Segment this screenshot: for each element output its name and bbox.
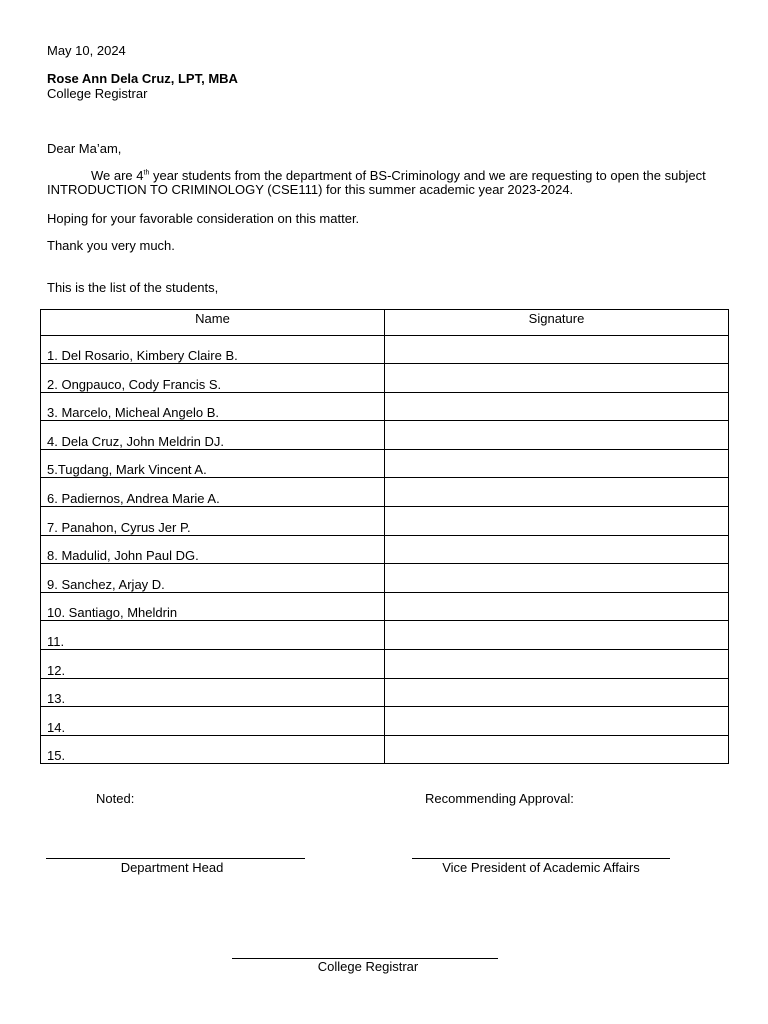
- student-name-cell: 5.Tugdang, Mark Vincent A.: [41, 449, 385, 478]
- student-name-cell: 11.: [41, 621, 385, 650]
- student-name-cell: 12.: [41, 649, 385, 678]
- table-row: [41, 678, 729, 707]
- student-name-cell: 15.: [41, 735, 385, 764]
- student-name-cell: 10. Santiago, Mheldrin: [41, 592, 385, 621]
- body-paragraph-1-line-1: [47, 169, 727, 183]
- student-name-cell: 2. Ongpauco, Cody Francis S.: [41, 364, 385, 393]
- table-row: [41, 592, 729, 621]
- signature-column-header: Signature: [385, 310, 729, 336]
- student-name-cell: 3. Marcelo, Micheal Angelo B.: [41, 392, 385, 421]
- student-name-cell: 7. Panahon, Cyrus Jer P.: [41, 506, 385, 535]
- table-header-row: [41, 310, 729, 336]
- noted-label: Noted:: [96, 791, 135, 806]
- department-head-label: Department Head: [120, 860, 224, 875]
- name-column-header: Name: [41, 310, 385, 336]
- recipient-title: College Registrar: [47, 86, 148, 101]
- signature-cell: [385, 336, 729, 364]
- signature-cell: [385, 535, 729, 564]
- student-list-table: [40, 309, 729, 764]
- table-row: [41, 707, 729, 736]
- body-p1-rest: year students from the department of BS-Criminology and we are requesting to open the subject: [149, 168, 706, 183]
- table-row: [41, 336, 729, 364]
- signature-cell: [385, 564, 729, 593]
- signature-cell: [385, 621, 729, 650]
- signature-cell: [385, 364, 729, 393]
- table-row: [41, 564, 729, 593]
- ordinal-suffix: th: [143, 169, 150, 177]
- table-row: [41, 621, 729, 650]
- signature-cell: [385, 592, 729, 621]
- student-name-cell: 8. Madulid, John Paul DG.: [41, 535, 385, 564]
- vp-academic-label: Vice President of Academic Affairs: [442, 860, 640, 875]
- college-registrar-label: College Registrar: [317, 959, 419, 974]
- student-name-cell: 14.: [41, 707, 385, 736]
- body-p1-start: We are 4: [91, 168, 144, 183]
- student-name-cell: 6. Padiernos, Andrea Marie A.: [41, 478, 385, 507]
- signature-cell: [385, 392, 729, 421]
- student-name-cell: 9. Sanchez, Arjay D.: [41, 564, 385, 593]
- signature-cell: [385, 478, 729, 507]
- table-row: [41, 478, 729, 507]
- list-intro: This is the list of the students,: [47, 280, 219, 295]
- signature-cell: [385, 449, 729, 478]
- recipient-name: Rose Ann Dela Cruz, LPT, MBA: [47, 71, 238, 86]
- table-row: [41, 449, 729, 478]
- signature-cell: [385, 707, 729, 736]
- body-paragraph-3: Thank you very much.: [47, 238, 175, 253]
- department-head-signature-line: [46, 858, 305, 859]
- table-row: [41, 421, 729, 450]
- salutation: Dear Ma’am,: [47, 141, 122, 156]
- table-row: [41, 535, 729, 564]
- body-paragraph-1-line-2: INTRODUCTION TO CRIMINOLOGY (CSE111) for this summer academic year 2023-2024.: [47, 182, 574, 197]
- letter-date: May 10, 2024: [47, 43, 126, 58]
- body-paragraph-2: Hoping for your favorable consideration on this matter.: [47, 211, 360, 226]
- signature-cell: [385, 735, 729, 764]
- student-name-cell: 13.: [41, 678, 385, 707]
- vp-academic-signature-line: [412, 858, 670, 859]
- signature-cell: [385, 506, 729, 535]
- table-row: [41, 506, 729, 535]
- signature-cell: [385, 649, 729, 678]
- table-row: [41, 735, 729, 764]
- signature-cell: [385, 421, 729, 450]
- table-row: [41, 392, 729, 421]
- student-name-cell: 1. Del Rosario, Kimbery Claire B.: [41, 336, 385, 364]
- signature-cell: [385, 678, 729, 707]
- recommending-approval-label: Recommending Approval:: [425, 791, 574, 806]
- table-row: [41, 649, 729, 678]
- table-row: [41, 364, 729, 393]
- student-name-cell: 4. Dela Cruz, John Meldrin DJ.: [41, 421, 385, 450]
